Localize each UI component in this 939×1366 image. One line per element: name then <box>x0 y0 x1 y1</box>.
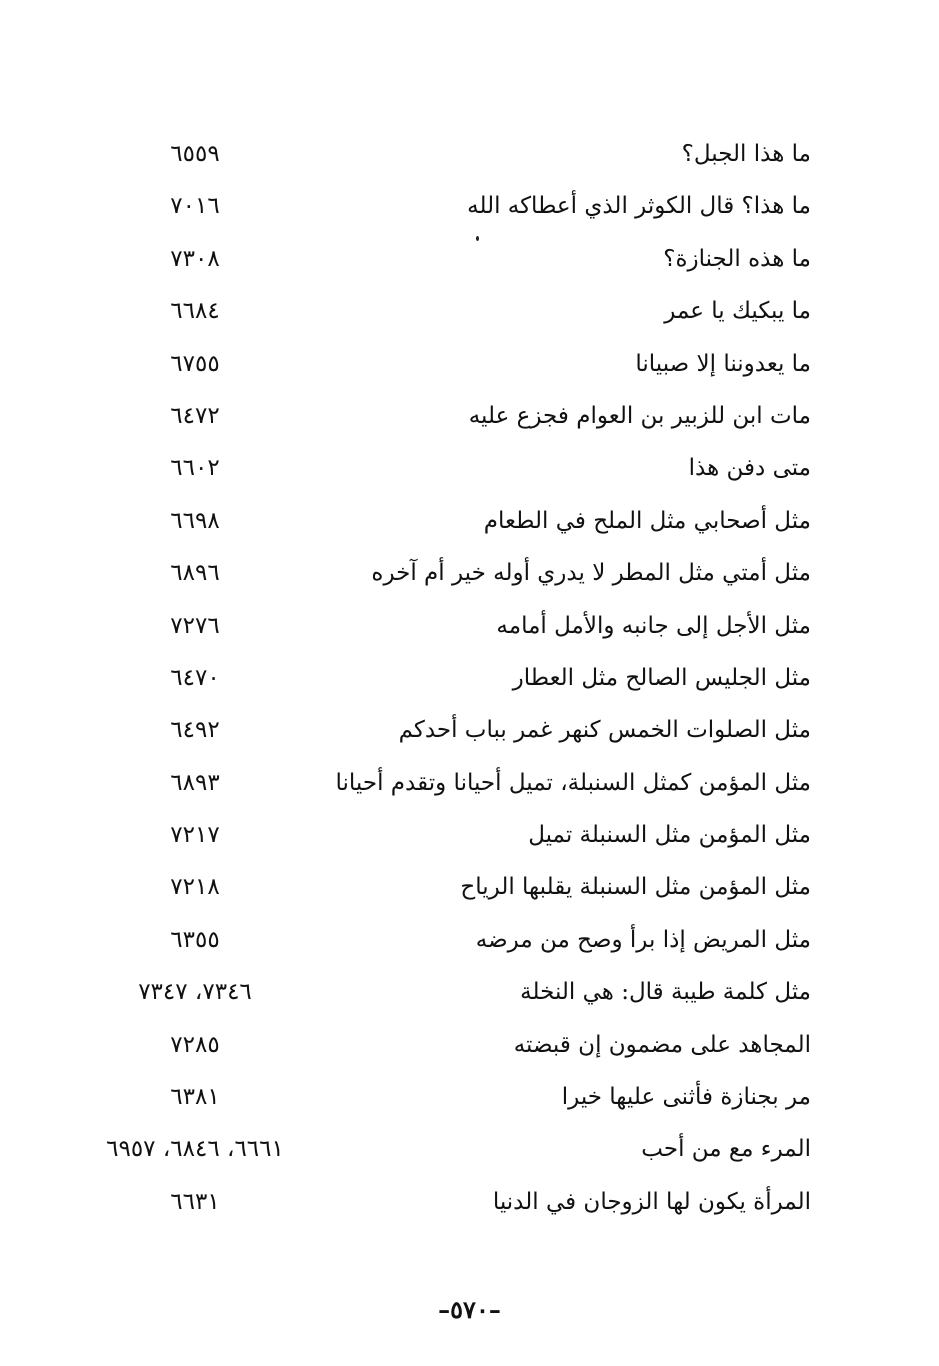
entry-phrase: مثل المؤمن كمثل السنبلة، تميل أحيانا وتقدم أحيانا <box>335 769 811 796</box>
entry-phrase: مات ابن للزبير بن العوام فجزع عليه <box>468 402 811 429</box>
entry-phrase: مر بجنازة فأثنى عليها خيرا <box>561 1084 811 1111</box>
entry-refs: ٦٦٠٢ <box>170 455 220 482</box>
entry-refs: ٦٤٧٠ <box>170 664 220 691</box>
entry-refs: ٦٨٩٦ <box>170 560 220 587</box>
list-item <box>0 861 939 913</box>
entry-refs: ٦٣٨١ <box>170 1084 220 1111</box>
entry-refs: ٦٨٩٣ <box>170 769 220 796</box>
entry-phrase: مثل أصحابي مثل الملح في الطعام <box>483 507 811 534</box>
entry-refs: ٧٢١٨ <box>170 874 220 901</box>
list-item <box>0 338 939 390</box>
list-item <box>0 233 939 285</box>
entry-phrase: مثل المريض إذا برأ وصح من مرضه <box>475 926 811 953</box>
list-item <box>0 1123 939 1175</box>
list-item <box>0 285 939 337</box>
list-item <box>0 547 939 599</box>
list-item <box>0 757 939 809</box>
entry-refs: ٦٤٩٢ <box>170 717 220 744</box>
entry-phrase: ما يبكيك يا عمر <box>664 298 811 325</box>
entry-refs: ٦٧٥٥ <box>170 350 220 377</box>
entry-phrase: مثل الصلوات الخمس كنهر غمر بباب أحدكم <box>398 717 811 744</box>
entry-refs: ٧٢٧٦ <box>170 612 220 639</box>
list-item <box>0 1176 939 1228</box>
list-item <box>0 1019 939 1071</box>
entry-refs: ٦٣٥٥ <box>170 926 220 953</box>
entry-phrase: المرء مع من أحب <box>641 1136 811 1163</box>
entry-phrase: مثل الأجل إلى جانبه والأمل أمامه <box>496 612 811 639</box>
entry-refs: ٧٢١٧ <box>170 822 220 849</box>
entry-phrase: ما هذا الجبل؟ <box>681 141 811 167</box>
entry-phrase: ما يعدوننا إلا صبيانا <box>635 350 811 377</box>
list-item <box>0 704 939 756</box>
entry-refs: ٧٣٤٦، ٧٣٤٧ <box>138 979 252 1006</box>
entry-refs: ٦٥٥٩ <box>170 141 220 167</box>
entry-phrase: ما هذا؟ قال الكوثر الذي أعطاكه الله <box>467 193 811 220</box>
entry-phrase: مثل الجليس الصالح مثل العطار <box>512 664 811 691</box>
entry-phrase: مثل أمتي مثل المطر لا يدري أوله خير أم آخره <box>371 560 811 587</box>
entry-refs: ٦٤٧٢ <box>170 402 220 429</box>
list-item <box>0 652 939 704</box>
entry-refs: ٧٠١٦ <box>170 193 220 220</box>
entry-phrase: متى دفن هذا <box>688 455 811 482</box>
hadith-index-list <box>0 128 939 1228</box>
entry-phrase: مثل المؤمن مثل السنبلة يقلبها الرياح <box>460 874 811 901</box>
list-item <box>0 1071 939 1123</box>
list-item <box>0 442 939 494</box>
list-item <box>0 914 939 966</box>
entry-refs: ٦٦٨٤ <box>170 298 220 325</box>
entry-phrase: المرأة يكون لها الزوجان في الدنيا <box>492 1188 811 1215</box>
entry-phrase: ما هذه الجنازة؟ <box>663 245 811 272</box>
entry-phrase: مثل المؤمن مثل السنبلة تميل <box>528 822 811 849</box>
list-item <box>0 495 939 547</box>
list-item <box>0 180 939 232</box>
list-item <box>0 128 939 180</box>
entry-phrase: مثل كلمة طيبة قال: هي النخلة <box>520 979 811 1006</box>
entry-phrase: المجاهد على مضمون إن قبضته <box>513 1031 811 1058</box>
list-item <box>0 809 939 861</box>
entry-refs: ٦٦٩٨ <box>170 507 220 534</box>
entry-refs: ٧٣٠٨ <box>170 245 220 272</box>
entry-refs: ٧٢٨٥ <box>170 1031 220 1058</box>
list-item <box>0 390 939 442</box>
entry-refs: ٦٦٣١ <box>170 1188 220 1215</box>
list-item <box>0 966 939 1018</box>
entry-refs: ٦٦٦١، ٦٨٤٦، ٦٩٥٧ <box>106 1136 284 1163</box>
list-item <box>0 600 939 652</box>
page-number: –٥٧٠– <box>438 1295 501 1324</box>
